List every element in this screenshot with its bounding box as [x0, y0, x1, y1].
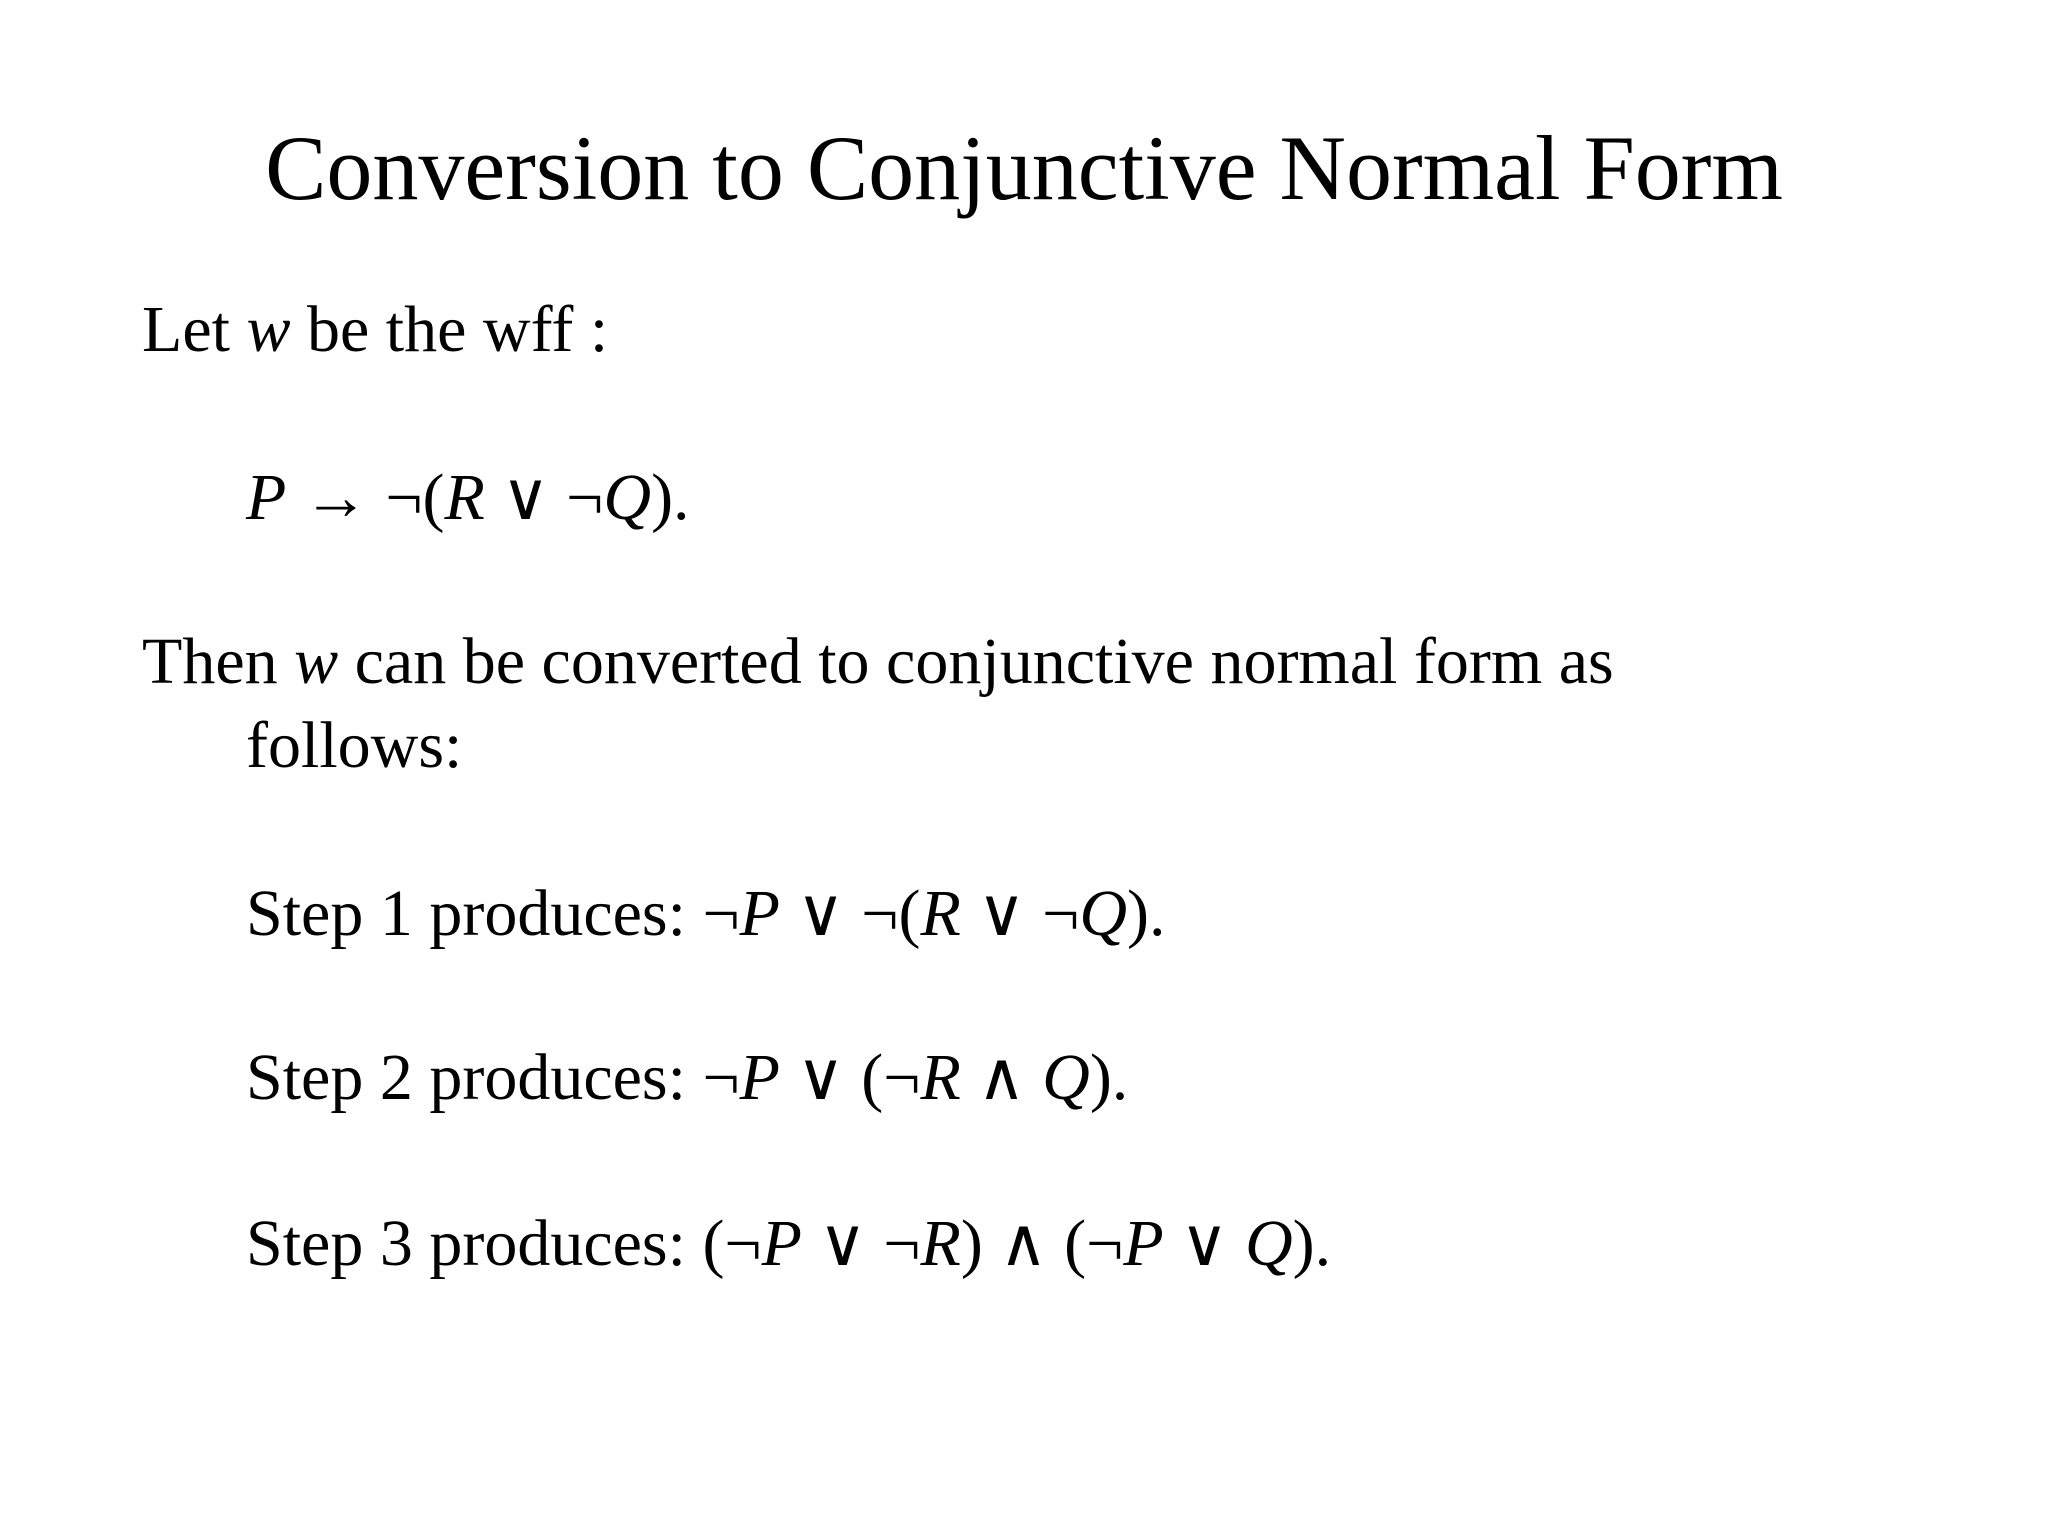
- wff-formula: [246, 456, 690, 540]
- step-1-part: ¬: [702, 877, 740, 950]
- intro-line: [142, 288, 608, 372]
- step-2-part: ¬: [702, 1041, 740, 1114]
- then-continuation: follows:: [246, 709, 463, 782]
- step-2-label: Step 2 produces:: [246, 1041, 703, 1114]
- slide-title: Conversion to Conjunctive Normal Form: [265, 117, 1783, 219]
- step-1-part: ).: [1127, 877, 1166, 950]
- step-3-part: ).: [1292, 1207, 1332, 1280]
- step-1: [246, 872, 1166, 956]
- step-2-part: R: [920, 1041, 961, 1114]
- step-3-part: Q: [1244, 1207, 1293, 1280]
- step-3-part: P: [1123, 1207, 1164, 1280]
- step-1-part: P: [739, 877, 780, 950]
- step-1-part: ∨ ¬(: [780, 877, 921, 950]
- intro-post: be the wff :: [290, 293, 609, 366]
- wff-p: P: [246, 461, 287, 534]
- step-3-part: ∨: [1163, 1207, 1245, 1280]
- wff-r: R: [444, 461, 485, 534]
- wff-q: Q: [603, 461, 652, 534]
- then-post: can be converted to conjunctive normal form as: [338, 625, 1614, 698]
- intro-pre: Let: [142, 293, 247, 366]
- step-3-part: P: [761, 1207, 802, 1280]
- then-line: [142, 620, 1614, 704]
- step-2-part: Q: [1042, 1041, 1090, 1114]
- wff-or-not: ∨ ¬: [484, 461, 604, 534]
- step-2-part: P: [739, 1041, 780, 1114]
- then-variable: w: [294, 625, 339, 698]
- step-1-part: Q: [1079, 877, 1128, 950]
- step-3-label: Step 3 produces:: [246, 1207, 703, 1280]
- step-1-part: ∨ ¬: [960, 877, 1080, 950]
- step-2-part: ∨ (¬: [780, 1041, 921, 1114]
- step-2-part: ∧: [960, 1041, 1043, 1114]
- step-1-part: R: [920, 877, 961, 950]
- step-2: [246, 1036, 1128, 1120]
- step-3-part: ) ∧ (¬: [960, 1207, 1124, 1280]
- wff-end: ).: [651, 461, 690, 534]
- step-2-part: ).: [1089, 1041, 1129, 1114]
- step-3-part: R: [920, 1207, 961, 1280]
- intro-variable: w: [246, 293, 291, 366]
- step-3-part: (¬: [702, 1207, 762, 1280]
- wff-arrow: → ¬(: [286, 461, 445, 534]
- step-3: [246, 1202, 1331, 1286]
- then-pre: Then: [142, 625, 295, 698]
- step-1-label: Step 1 produces:: [246, 877, 703, 950]
- step-3-part: ∨ ¬: [801, 1207, 921, 1280]
